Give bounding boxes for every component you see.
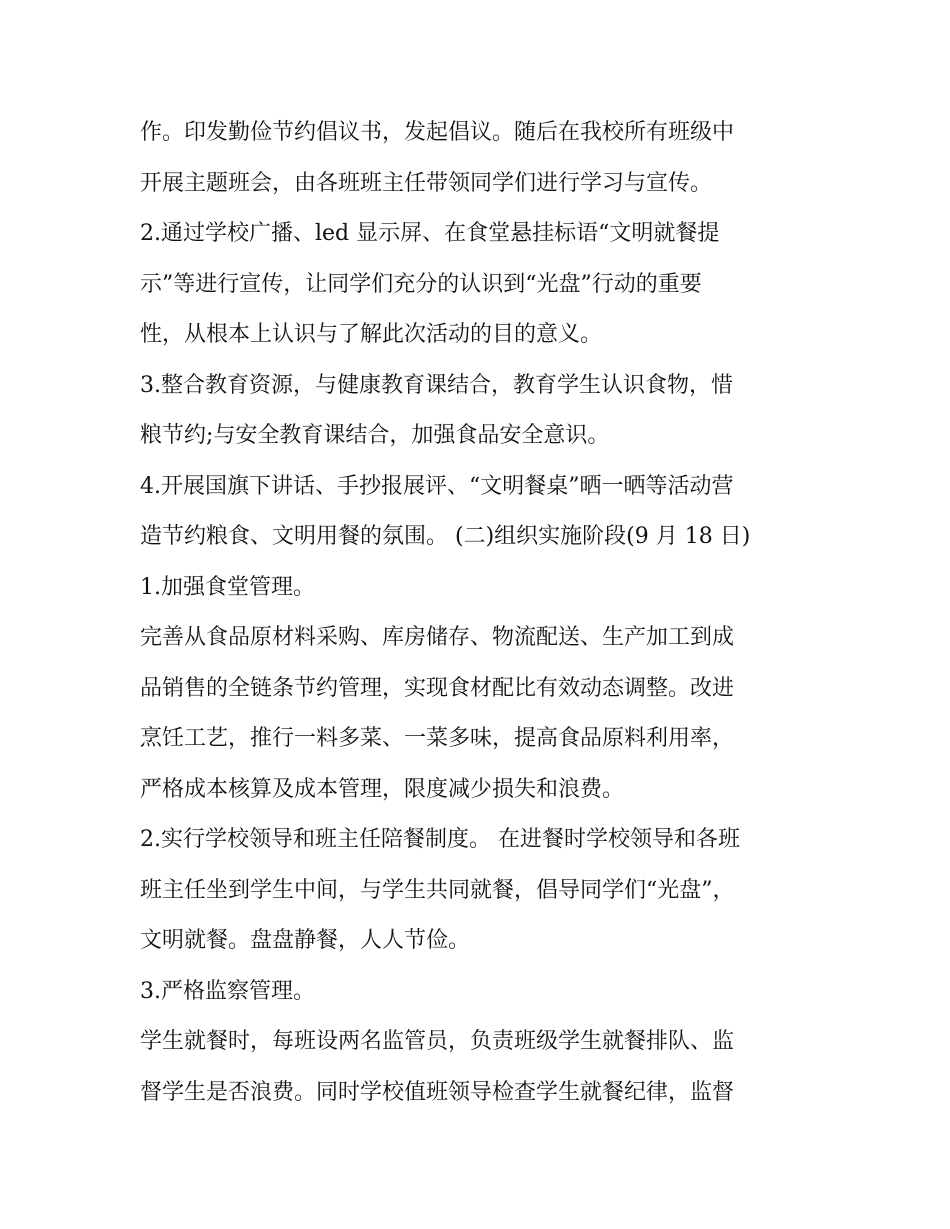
text-line: 烹饪工艺，推行一料多菜、一菜多味，提高食品原料利用率， xyxy=(140,726,735,751)
text-line: 1.加强食堂管理。 xyxy=(140,574,315,600)
text-line: 4.开展国旗下讲话、手抄报展评、“文明餐桌”晒一晒等活动营 xyxy=(140,473,734,499)
text-line: 作。印发勤俭节约倡议书，发起倡议。随后在我校所有班级中 xyxy=(140,120,735,145)
text-line: 督学生是否浪费。同时学校值班领导检查学生就餐纪律，监督 xyxy=(140,1079,735,1105)
text-line: 2.通过学校广播、led 显示屏、在食堂悬挂标语“文明就餐提 xyxy=(140,221,720,246)
text-line: 开展主题班会，由各班班主任带领同学们进行学习与宣传。 xyxy=(140,170,713,196)
text-line: 完善从食品原材料采购、库房储存、物流配送、生产加工到成 xyxy=(140,625,735,650)
text-line: 品销售的全链条节约管理，实现食材配比有效动态调整。改进 xyxy=(140,675,735,701)
text-line: 粮节约;与安全教育课结合，加强食品安全意识。 xyxy=(140,423,610,448)
text-line: 3.整合教育资源，与健康教育课结合，教育学生认识食物，惜 xyxy=(140,372,733,398)
text-line: 造节约粮食、文明用餐的氛围。 (二)组织实施阶段(9 月 18 日) xyxy=(140,524,751,549)
text-line: 文明就餐。盘盘静餐，人人节俭。 xyxy=(140,928,471,953)
text-line: 学生就餐时，每班设两名监管员，负责班级学生就餐排队、监 xyxy=(140,1029,735,1054)
document-body xyxy=(140,108,820,1118)
text-line: 示”等进行宣传，让同学们充分的认识到“光盘”行动的重要 xyxy=(140,271,702,297)
text-line: 2.实行学校领导和班主任陪餐制度。 在进餐时学校领导和各班 xyxy=(140,827,740,852)
text-line: 班主任坐到学生中间，与学生共同就餐，倡导同学们“光盘”， xyxy=(140,877,735,903)
text-line: 3.严格监察管理。 xyxy=(140,978,315,1004)
text-line: 严格成本核算及成本管理，限度减少损失和浪费。 xyxy=(140,776,625,802)
text-line: 性，从根本上认识与了解此次活动的目的意义。 xyxy=(140,322,603,347)
